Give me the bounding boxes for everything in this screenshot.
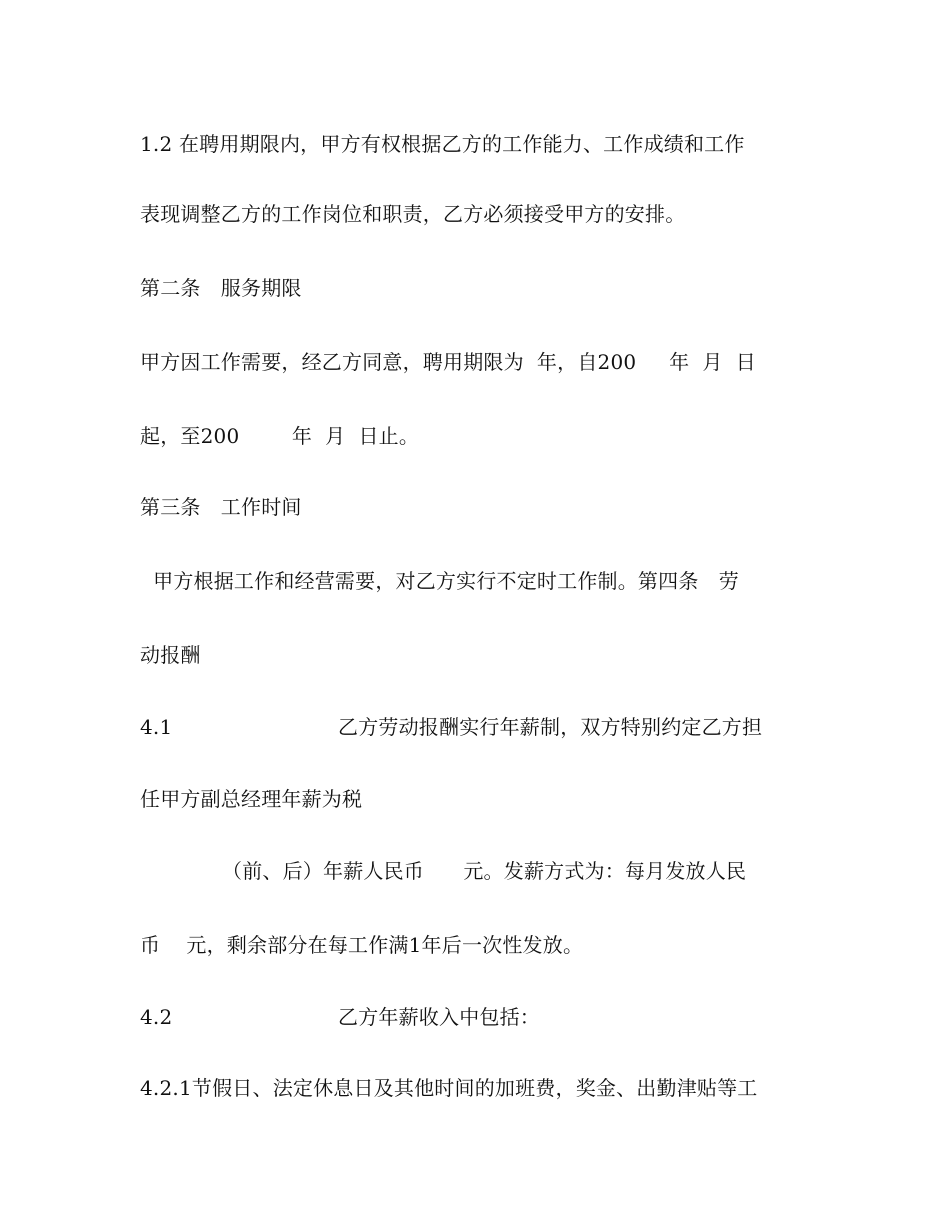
clause-4-2-number: 4.2 <box>140 1005 173 1029</box>
clause-4-1-salary-text: （前、后）年薪人民币 元。发薪方式为：每月发放人民 <box>222 859 747 883</box>
clause-4-1-number: 4.1 <box>140 715 173 739</box>
clause-4-1-line-3 <box>140 858 820 884</box>
paragraph-1-2-line-1: 1.2 在聘用期限内，甲方有权根据乙方的工作能力、工作成绩和工作 <box>140 132 745 156</box>
article-3-heading: 第三条 工作时间 <box>140 495 302 519</box>
working-hours-line-2: 动报酬 <box>140 643 201 667</box>
paragraph-1-2-line-2: 表现调整乙方的工作岗位和职责，乙方必须接受甲方的安排。 <box>140 202 686 226</box>
article-2-heading: 第二条 服务期限 <box>140 276 302 300</box>
clause-4-2-line <box>140 1004 820 1030</box>
clause-4-1-line-4: 币 元，剩余部分在每工作满1年后一次性发放。 <box>140 933 584 957</box>
clause-4-2-text: 乙方年薪收入中包括： <box>338 1005 540 1029</box>
clause-4-1-line-2: 任甲方副总经理年薪为税 <box>140 787 363 811</box>
clause-4-2-1-line: 4.2.1节假日、法定休息日及其他时间的加班费，奖金、出勤津贴等工 <box>140 1076 758 1100</box>
clause-4-1-text: 乙方劳动报酬实行年薪制，双方特别约定乙方担 <box>338 715 763 739</box>
clause-4-1-line-1 <box>140 714 820 740</box>
working-hours-line-1: 甲方根据工作和经营需要，对乙方实行不定时工作制。第四条 劳 <box>140 569 739 593</box>
term-sentence-line-2: 起，至200 年 月 日止。 <box>140 424 420 448</box>
term-sentence-line-1: 甲方因工作需要，经乙方同意，聘用期限为 年，自200 年 月 日 <box>140 350 756 374</box>
